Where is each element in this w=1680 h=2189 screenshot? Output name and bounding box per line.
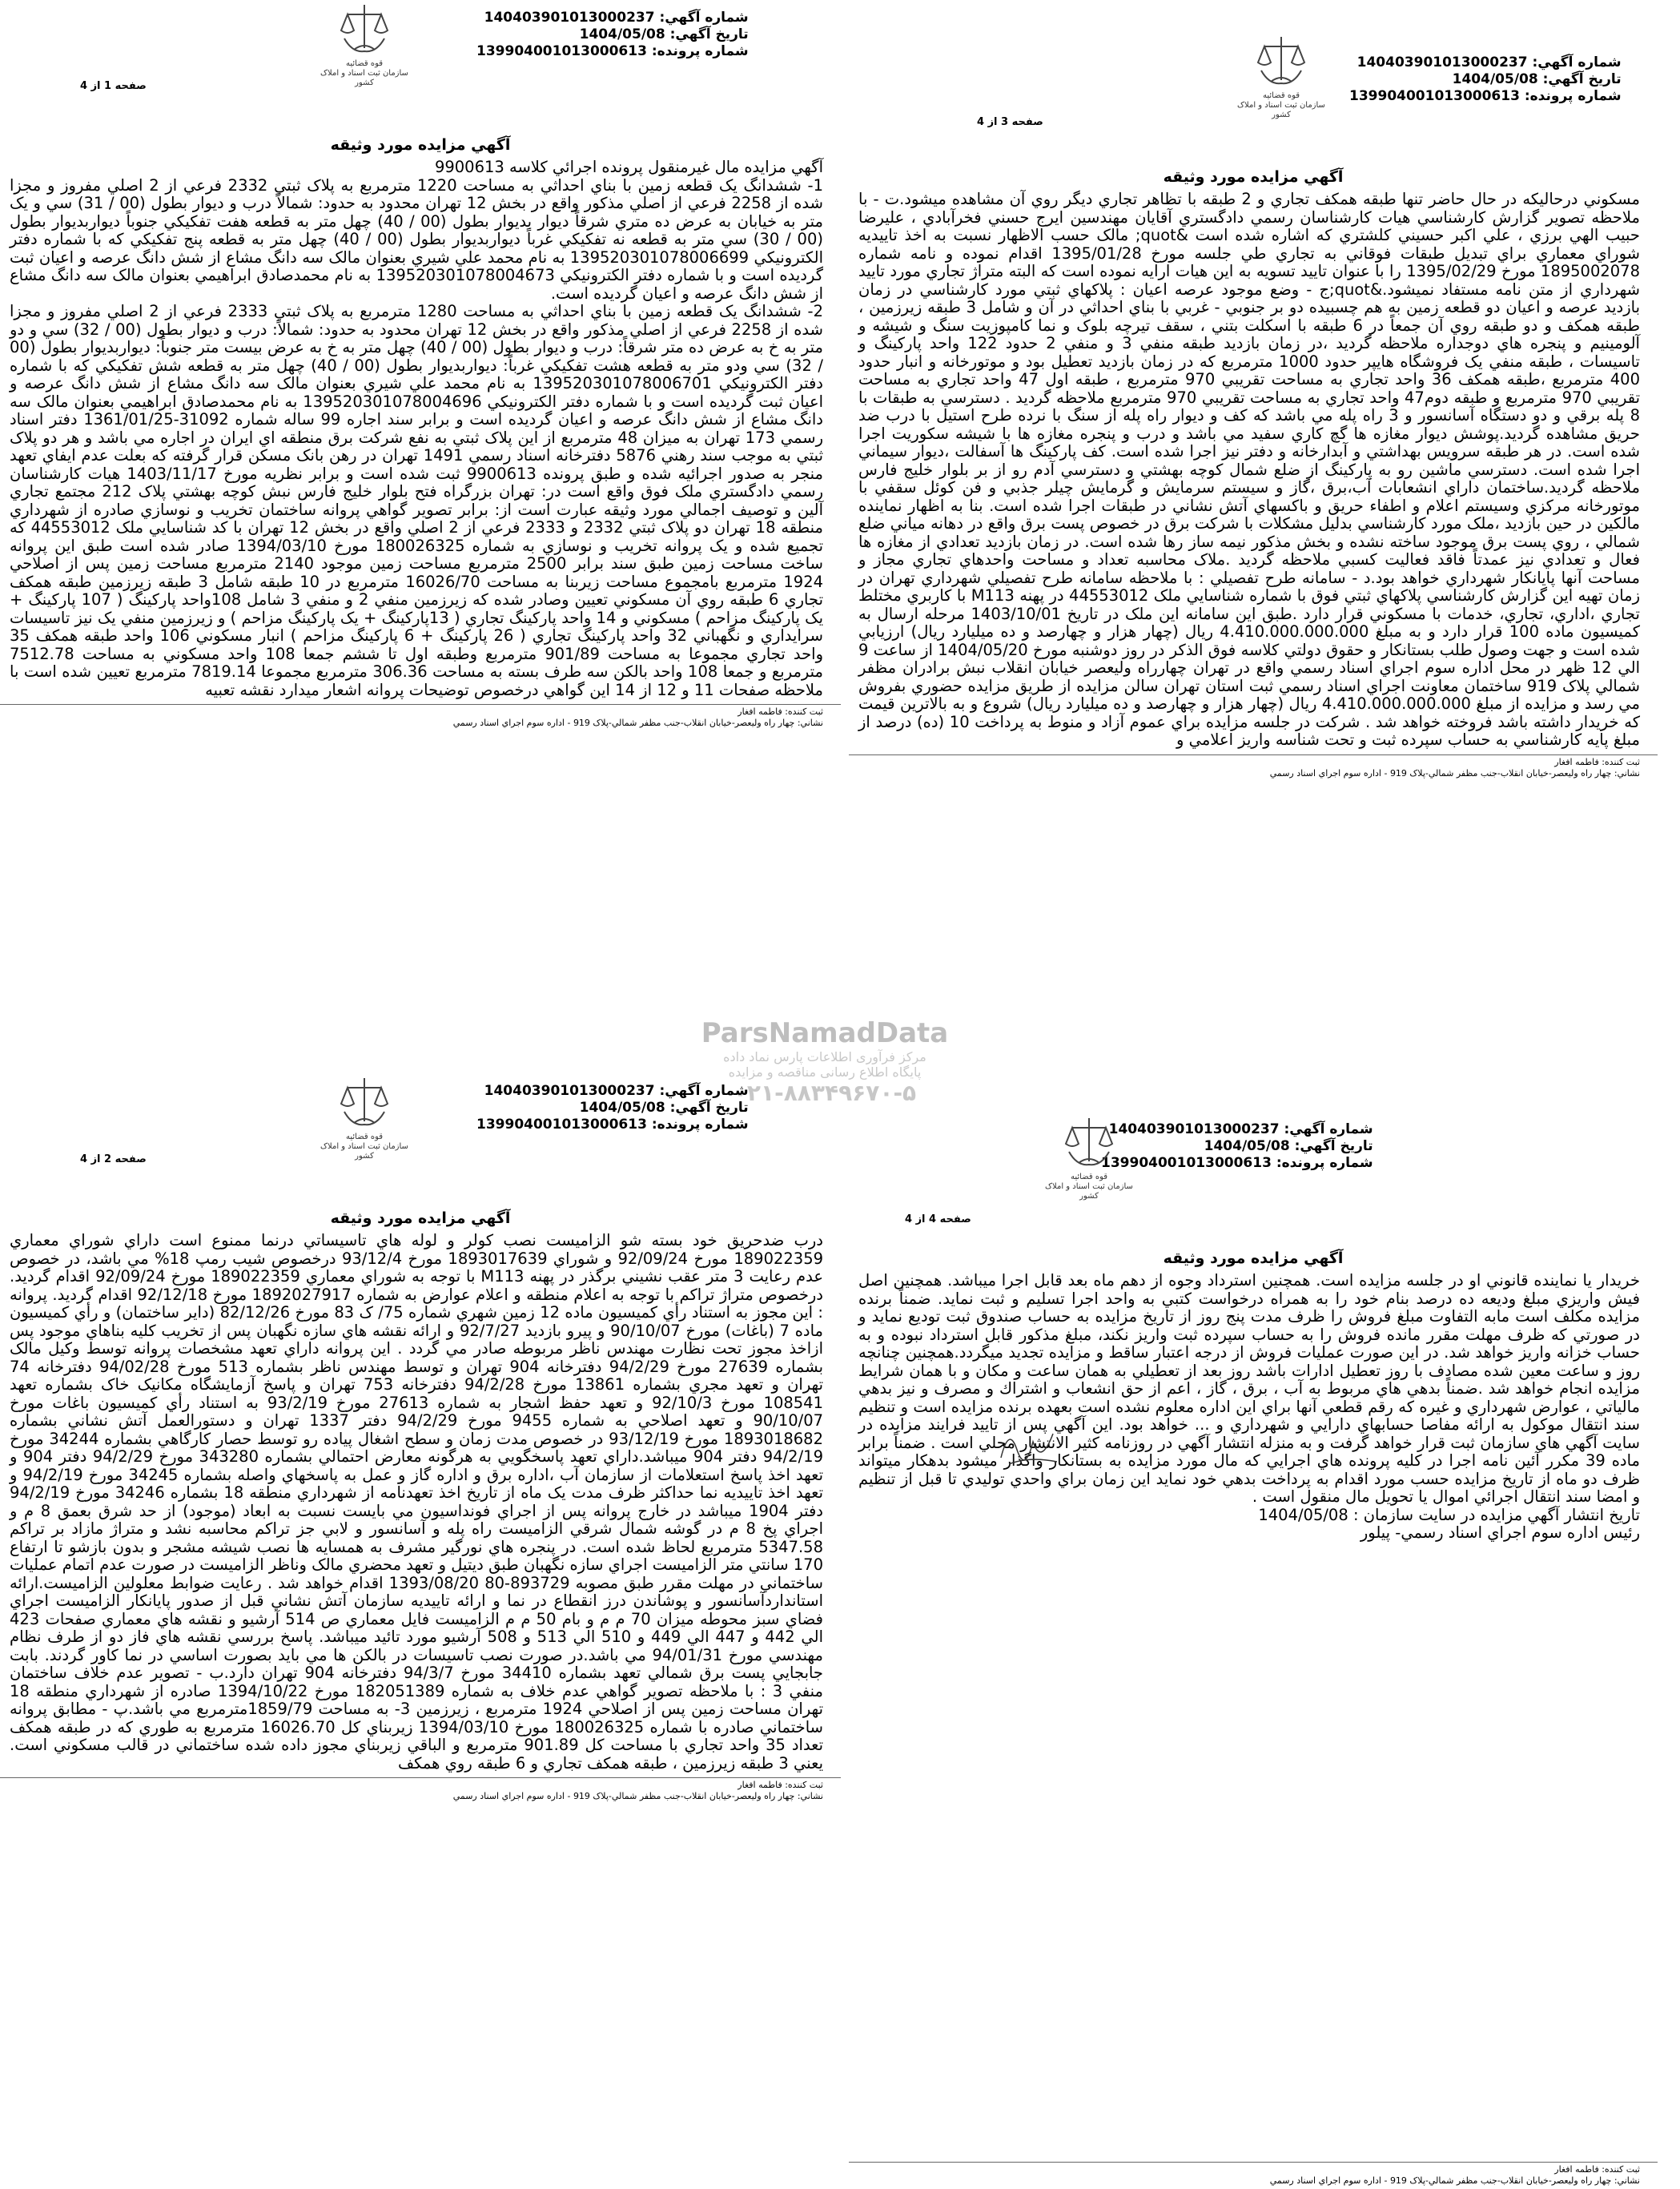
page-4 [849, 1113, 1658, 2187]
file-number: شماره پرونده: 139904001013000613 [1349, 88, 1622, 104]
page-label: صفحه 2 از 4 [80, 1153, 147, 1165]
emblem-top: قوه قضائيه [345, 1133, 384, 1141]
ad-number: شماره آگهي: 140403901013000237 [1108, 1121, 1373, 1137]
notice-title: آگهي مزايده مورد وثيقه [330, 1209, 511, 1227]
page-footer [849, 754, 1658, 779]
file-number: شماره پرونده: 139904001013000613 [476, 43, 749, 59]
paragraph: 1- ششدانگ يک قطعه زمين با بناي احداثي به مساحت 1220 مترمربع به پلاک ثبتي 2332 فرعي از 2 اصلي مفروز و مجزا شده از 2258 فرعي از اصلي مذکور واقع در بخش 12 تهران محدود به حدود: شمالاً درب و ديوار بطول (00 / 31) سي و يک متر به خيابان به عرض ده متري شرقاً ديوار بديوار بطول (00 / 40) چهل متر به قطعه هفت تفکيکي جنوباً ديواربديوار بطول (00 / 30) سي متر به قطعه نه تفکيکي غرباً ديواربديوار بطول (00 / 40) چهل متر به قطعه پنج تفکيکي که با شماره دفتر الکترونيکي 139520301078006699 به نام محمد علي شيري بعنوان مالک سه دانگ مشاع از شش دانگ عرصه و اعيان ثبت گرديده است و با شماره دفتر الکترونيکي 139520301078004673 به نام محمدصادق ابراهيمي بعنوان مالک سه دانگ مشاع از شش دانگ عرصه و اعيان گرديده است. [10, 175, 824, 303]
ad-number: شماره آگهي: 140403901013000237 [1356, 54, 1622, 70]
emblem-org: سازمان ثبت اسناد و املاک کشور [320, 1142, 408, 1161]
paragraph: 2- ششدانگ يک قطعه زمين با بناي احداثي به مساحت 1280 مترمربع به پلاک ثبتي 2333 فرعي از 2 اصلي مفروز و مجزا شده از 2258 فرعي از اصلي مذکور واقع در بخش 12 تهران محدود به حدود: شمالاً: درب و ديوار بطول (00 / 32) سي و دو متر به خ به عرض ده متر شرقاً: درب و ديوار بطول (00 / 40) چهل متر به خ به عرض بيست متر جنوباً: ديواربديوار بطول (00 / 32) سي ودو متر به قطعه هشت تفکيکي غرباً: ديواربديوار بطول (00 / 40) چهل متر به قطعه شش تفکيکي که با شماره دفتر الکترونيکي 139520301078006701 به نام محمد علي شيري بعنوان مالک سه دانگ مشاع از شش دانگ عرصه و اعيان ثبت گرديده است و با شماره دفتر الکترونيکي 139520301078004696 به نام محمدصادق ابراهيمي بعنوان مالک سه دانگ مشاع از شش دانگ عرصه و اعيان گرديده است و برابر سند اجاره 99 ساله شماره 31092-1361/01/25 دفتر اسناد رسمي 173 تهران به ميزان 48 مترمربع از اين پلاک ثبتي به نفع شرکت برق منطقه اي ايران در اجاره مي باشد و هر دو پلاک ثبتي به موجب سند رهني 5876 دفترخانه اسناد رسمي 1491 تهران در رهن بانک مسکن قرار گرفته كه بعلت عدم ايفاي تعهد منجر به صدور اجرائيه شده و طبق پرونده 9900613 ثبت شده است و برابر نظريه مورخ 1403/11/17 هيات كارشناسان رسمي دادگستري ملک فوق واقع است در: تهران بزرگراه فتح بلوار خليج فارس نبش کوچه بهشتي پلاک 212 مجتمع تجاري آلين و توصيف اجمالي مورد وثيقه عبارت است از: برابر تصوير گواهي پروانه ساختمان تخريب و نوسازي صادره از شهرداري منطقه 18 تهران دو پلاک ثبتي 2332 و 2333 فرعي از 2 اصلي واقع در بخش 12 تهران با کد شناسايي ملک 44553012 که تجميع شده و يک پروانه تخريب و نوسازي به شماره 180026325 مورخ 1394/03/10 صادر شده است طبق اين پروانه ساخت مساحت زمين طبق سند برابر 2500 مترمربع مساحت زمين موجود 2140 مترمربع مساحت زمين پس از اصلاحي 1924 مترمربع بامجموع مساحت زيربنا به مساحت 16026/70 مترمربع در 10 طبقه شامل 3 طبقه زيرزمين طبقه همکف تجاري 6 طبقه روي آن مسکوني تعيين وصادر شده که زيرزمين منفي 2 و منفي 3 شامل 108واحد پارکينگ ( 107 پارکينگ + يک پارکينگ مزاحم ) مسکوني و 14 واحد پارکينگ تجاري ( 13پارکينگ + يک پارکينگ مزاحم ) و زيرزمين منفي يک نيز تاسيسات سرايداري و نگهباني 32 واحد پارکينگ تجاري ( 26 پارکينگ + 6 پارکينگ مزاحم ) انبار مسکوني 106 واحد طبقه همکف 35 واحد تجاري مجموعا به مساحت 901/89 مترمربع وطبقه اول تا ششم جمعا 108 واحد مسکوني به مساحت 7512.78 مترمربع و جمعا 108 واحد بالکن سه طرف بسته به مساحت 306.36 مترمربع مجموعا 7819.14 مترمربع تعيين شده است با ملاحظه صفحات 11 و 12 از 14 اين گواهي درخصوص توضيحات پروانه اشعار ميدارد نقشه تعبيه [10, 302, 824, 699]
paragraph: آگهي مزايده مال غيرمنقول پرونده اجرائي كلاسه 9900613 [434, 158, 823, 176]
registrar: ثبت كننده: فاطمه افغار [738, 706, 823, 717]
ad-date: تاريخ آگهي: 1404/05/08 [1204, 1138, 1373, 1154]
page-3 [849, 32, 1658, 1065]
registrar: ثبت كننده: فاطمه افغار [1554, 756, 1640, 767]
page-header [0, 1073, 841, 1193]
judiciary-emblem-icon [316, 0, 412, 88]
registrar: ثبت كننده: فاطمه افغار [738, 1780, 823, 1790]
emblem-org: سازمان ثبت اسناد و املاک کشور [1237, 101, 1325, 119]
page-footer [849, 2162, 1658, 2187]
signatory-line: رئيس اداره سوم اجراي اسناد رسمي- پيلور [1360, 1523, 1640, 1542]
page-footer [0, 704, 841, 729]
ad-date: تاريخ آگهي: 1404/05/08 [579, 26, 749, 42]
emblem-org: سازمان ثبت اسناد و املاک کشور [320, 69, 408, 87]
page-label: صفحه 1 از 4 [80, 80, 147, 92]
watermark-line2: پایگاه اطلاع رسانی مناقصه و مزایده [728, 1064, 922, 1080]
watermark-line1: مرکز فرآوری اطلاعات پارس نماد داده [723, 1049, 926, 1064]
paragraph: خريدار يا نماينده قانوني او در جلسه مزايده است. همچنين استرداد وجوه از دهم ماه بعد قابل اجرا ميباشد. همچنين اصل فيش واريزي مبلغ وديعه ده درصد بنام خود را به همراه درخواست كتبي به واحد اجرا تسليم و ثبت نمايد. ضمناً برنده مزايده مكلف است مابه التفاوت مبلغ فروش را ظرف مدت پنج روز از تاريخ مزايده به حساب صندوق ثبت توديع نمايد و در صورتي كه ظرف مهلت مقرر مانده فروش را به حساب سپرده ثبت واريز نكند، مبلغ مذكور قابل استرداد نبوده و به حساب خزانه واريز خواهد شد. در اين صورت عمليات فروش از درجه اعتبار ساقط و مزايده تجديد ميگردد.همچنين چنانچه روز و ساعت معين شده مصادف با روز تعطيل ادارات باشد روز بعد از تعطيلي به همان ساعت و مكان و با همان شرايط مزايده انجام خواهد شد .ضمناً بدهي هاي مربوط به آب ، برق ، گاز ، اعم از حق انشعاب و اشتراك و مصرف و نيز بدهي مالياتي ، عوارض شهرداري و غيره كه رقم قطعي آنها براي اين اداره معلوم نشده است بعهده برنده مزايده است و تنظيم سند انتقال موكول به ارائه مفاصا حسابهاي دارايي و شهرداري و ... خواهد بود. اين آگهي پس از تاييد فرايند مزايده در سايت آگهي هاي سازمان ثبت قرار خواهد گرفت و به منزله انتشار آگهي در روزنامه كثير الانتشار محلي است . ضمناً برابر ماده 39 مكرر آئين نامه اجرا در كليه پرونده هاي اجرايي كه مال مورد مزايده به بستانكار واگذار ميشود بدهكار ميتواند ظرف دو ماه از تاريخ مزايده حسب مورد اقدام به پرداخت بدهي خود نمايد اين زمان براي واحدي توليدي تا قبل از تنظيم و امضا سند انتقال اجرائي اموال يا تحويل مال منقول است . [858, 1271, 1640, 1506]
ad-number: شماره آگهي: 140403901013000237 [484, 10, 749, 26]
notice-title: آگهي مزايده مورد وثيقه [1163, 168, 1344, 186]
judiciary-emblem-icon [316, 1073, 412, 1161]
ad-number: شماره آگهي: 140403901013000237 [484, 1083, 749, 1099]
emblem-top: قوه قضائيه [1070, 1173, 1108, 1181]
ad-date: تاريخ آگهي: 1404/05/08 [1452, 71, 1622, 87]
page-1 [0, 0, 841, 1033]
watermark-brand: ParsNamadData [701, 1017, 949, 1049]
file-number: شماره پرونده: 139904001013000613 [476, 1117, 749, 1133]
page-label: صفحه 3 از 4 [977, 116, 1043, 128]
notice-body [849, 191, 1658, 750]
signature-icon [993, 1418, 1065, 1474]
office-address: نشاني: چهار راه وليعصر-خيابان انقلاب-جنب مظفر شمالي-پلاک 919 - اداره سوم اجراي اسناد رسمي [452, 718, 823, 728]
office-address: نشاني: چهار راه وليعصر-خيابان انقلاب-جنب مظفر شمالي-پلاک 919 - اداره سوم اجراي اسناد رسمي [452, 1791, 823, 1801]
publish-date-line: تاريخ انتشار آگهي مزايده در سايت سازمان : 1404/05/08 [1258, 1505, 1640, 1524]
office-address: نشاني: چهار راه وليعصر-خيابان انقلاب-جنب مظفر شمالي-پلاک 919 - اداره سوم اجراي اسناد رسمي [1269, 767, 1640, 779]
paragraph: درب ضدحريق خود بسته شو الزاميست نصب کولر و لوله هاي تاسيساتي درنما ممنوع است داراي شوراي معماري 189022359 مورخ 92/09/24 و شوراي 1893017639 مورخ 93/12/4 درخصوص شيب رمپ 18% مي باشد، در خصوص عدم رعايت 3 متر عقب نشيني برگذر در پهنه M113 با توجه به شوراي معماري 189022359 مورخ 92/09/24 اقدام گرديد. درخصوص متراژ تراکم با توجه به اعلام منطقه و اعلام عوارض به شماره 1892027917 مورخ 92/12/18 اقدام گرديد. پروانه : اين مجوز به استناد رأي كميسيون ماده 12 زمين شهري شماره 75/ ک 83 مورخ 82/12/26 (داير ساختمان) و رأي كميسيون ماده 7 (باغات) مورخ 90/10/07 و پيرو بازديد 92/7/27 و ارائه نقشه هاي سازه نگهبان پس از تخريب کليه بناهاي موجود پس ازاخذ مجوز تحت نظارت مهندس ناظر مربوطه صادر مي گردد . اين پروانه داراي تعهد مشخصات پروانه توسط وکيل مالک بشماره 27639 مورخ 94/2/29 دفترخانه 904 تهران و توسط مهندس ناظر بشماره 513 مورخ 94/02/28 دفترخانه 74 تهران و تعهد مجري بشماره 13861 مورخ 94/2/28 دفترخانه 753 تهران و پاسخ آزمايشگاه مکانيک خاک بشماره تعهد 108541 مورخ 92/10/3 و تعهد حفظ اشجار به شماره 27613 مورخ 93/2/19 به استناد رأي كميسيون باغات مورخ 90/10/07 و تعهد اصلاحي به شماره 9455 مورخ 94/2/29 دفتر 1337 تهران و دستورالعمل آتش نشاني بشماره 1893018682 مورخ 93/12/19 در خصوص مدت زمان و سطح اشغال پياده رو توسط حصار کارگاهي بشماره 34244 مورخ 94/2/19 دفتر 904 ميباشد.داراي تعهد پاسخگويي به هرگونه معارض احتمالي بشماره 343280 مورخ 94/2/29 دفتر 904 و تعهد اخذ پاسخ استعلامات از سازمان آب ،اداره برق و اداره گاز و عمل به پاسخهاي واصله بشماره 34245 مورخ 94/2/19 و تعهد اخذ تاييديه نما حداکثر ظرف مدت يک ماه از تاريخ اخذ تعهدنامه از شهرداري منطقه 18 بشماره 34246 مورخ 94/2/19 دفتر 1904 ميباشد در خارج پروانه پس از اجراي فونداسيون مي بايست نسبت به ابعاد (موجود) از حد شرق بعمق 8 م و اجراي پخ 8 م در گوشه شمال شرقي الزاميست راه پله و آسانسور و لابي جز تراکم محاسبه نشد و متراژ مازاد بر تراکم 5347.58 مترمربع لحاظ شده است. در پنجره هاي نورگير مشرف به همسايه ها نصب شيشه مشجر و بدون بازشو تا ارتفاع 170 سانتي متر الزاميست اجراي سازه نگهبان طبق ديتيل و تعهد محضري مالک وناظر الزاميست در صورت عدم اتمام عمليات ساختماني در مهلت مقرر طبق مصوبه 893729-80 1393/08/20 اقدام خواهد شد . رعايت ضوابط معلولين الزاميست.ارائه استانداردآسانسور و پوشاندن درز انقطاع در نما و ارائه تاييديه سازمان آتش نشاني قبل از صدور پايانکار الزاميست اجراي فضاي سبز محوطه ميزان 70 م م و بام 50 م م الزاميست فايل معماري ص 514 آرشيو و نقشه هاي معماري صفحات 423 الي 442 و 447 الي 449 و 510 الي 513 و 508 آرشيو مورد تائيد ميباشد. پاسخ بررسي نقشه هاي فاز دو از طرف نظام مهندسي مورخ 94/01/31 مي باشد.در صورت نصب تاسيسات در بالکن ها مي بايد بصورت اساسي در نما کاور گردند. بابت جابجايي پست برق شمالي تعهد بشماره 34410 مورخ 94/3/7 دفترخانه 904 تهران دارد.ب - تصوير عدم خلاف ساختمان منفي 3 : با ملاحظه تصوير گواهي عدم خلاف به شماره 182051389 مورخ 1394/10/22 صادره از شهرداري منطقه 18 تهران مساحت زمين پس از اصلاحي 1924 مترمربع ، زيرزمين 3- به مساحت 1859/79مترمربع مي باشد.پ - مطابق پروانه ساختماني صادره با شماره 180026325 مورخ 1394/03/10 زيربناي کل 16026.70 مترمربع به طوري كه در طبقه همکف تعداد 35 واحد تجاري با مساحت کل 901.89 مترمربع و الباقي زيربناي مجوز داده شده ساختماني در قالب مسکوني است. يعني 3 طبقه زيرزمين ، طبقه همکف تجاري و 6 طبقه روي همکف [10, 1231, 824, 1773]
page-label: صفحه 4 از 4 [905, 1213, 971, 1225]
registrar: ثبت كننده: فاطمه افغار [1554, 2164, 1640, 2175]
notice-title: آگهي مزايده مورد وثيقه [330, 136, 511, 154]
emblem-top: قوه قضائيه [345, 59, 384, 68]
file-number: شماره پرونده: 139904001013000613 [1101, 1155, 1373, 1171]
watermark-phone: ۰۲۱-۸۸۳۴۹۶۷۰-۵ [733, 1080, 917, 1106]
ad-date: تاريخ آگهي: 1404/05/08 [579, 1100, 749, 1116]
notice-body [849, 1272, 1658, 1543]
emblem-top: قوه قضائيه [1262, 91, 1300, 100]
notice-body [0, 1232, 841, 1773]
judiciary-emblem-icon [1233, 32, 1329, 120]
notice-body [0, 159, 841, 699]
page-2 [0, 1073, 841, 2187]
ad-meta [476, 1083, 749, 1133]
page-header [0, 0, 841, 120]
page-footer [0, 1777, 841, 1802]
page-header [849, 1113, 1658, 1233]
emblem-org: سازمان ثبت اسناد و املاک کشور [1045, 1182, 1133, 1201]
ad-meta [476, 10, 749, 60]
office-address: نشاني: چهار راه وليعصر-خيابان انقلاب-جنب مظفر شمالي-پلاک 919 - اداره سوم اجراي اسناد رسمي [1269, 2175, 1640, 2186]
paragraph: مسکوني درحاليکه در حال حاضر تنها طبقه همکف تجاري و 2 طبقه با تظاهر تجاري ديگر روي آن مشاهده ميشود.ت - با ملاحظه تصوير گزارش كارشناسي هيات كارشناسان رسمي دادگستري آقايان مهندسين ايرج حسني فخرآبادي ، عليرضا حبيب الهي برزي ، علي اكبر حسيني كلشتري كه اشاره شده است &quot; مالک حسب الاظهار نسبت به اخذ تاييديه شوراي معماري براي تبديل طبقات فوقاني به تجاري طي جلسه مورخ 1395/01/28 اقدام نموده و نامه شماره 1895002078 مورخ 1395/02/29 را با عنوان تاييد تسويه به اين هيات ارايه نموده است كه البته متراژ تجاري مورد تاييد شهرداري از متن نامه مستفاد نميشود.&quot;ج - وضع موجود عرصه اعيان : پلاکهاي ثبتي مورد كارشناسي در زمان بازديد عرصه و اعيان دو قطعه زمين به هم چسبيده دو بر جنوبي - غربي با بناي احداثي در آن و شامل 3 طبقه زيرزمين ، طبقه همکف و دو طبقه روي آن جمعاً در 6 طبقه با اسکلت بتني ، سقف تيرچه بلوک و نما کامپوزيت سنگ و شيشه و آلومينيم و پنجره هاي دوجداره ملاحظه گرديد ،در زمان بازديد طبقه منفي 3 و منفي 2 حدود 122 واحد پارکينگ و تاسيسات ، طبقه منفي يک فروشگاه هايپر حدود 1000 مترمربع که در زمان بازديد تعطيل بود و موتورخانه و انبار حدود 400 مترمربع ،طبقه همکف 36 واحد تجاري به مساحت تقريبي 970 مترمربع ، طبقه اول 47 واحد تجاري به مساحت تقريبي 970 مترمربع و طبقه دوم47 واحد تجاري به مساحت تقريبي 970 مترمربع ملاحظه گرديد . دسترسي به طبقات با 8 پله برقي و دو دستگاه آسانسور و 3 راه پله مي باشد که کف و ديوار راه پله از سنگ با نرده طرح استيل با درب ضد حريق مشاهده گرديد.پوشش ديوار مغازه ها گچ کاري سفيد مي باشد و درب و پنجره مغازه ها با شيشه سکوريت اجرا شده است. در هر طبقه سرويس بهداشتي و آبدارخانه و دفتر نيز اجرا شده است. کف پارکينگ ها آسفالت ،ديوار سيماني اجرا شده است. دسترسي ماشين رو به پارکينگ از ضلع شمال کوچه بهشتي و دسترسي آدم رو از بر بلوار خليج فارس ملاحظه گرديد.ساختمان داراي انشعابات آب،برق ،گاز و سيستم سرمايش و گرمايش چيلر جذبي و فن کوئل سقفي با موتورخانه مرکزي وسيستم اعلام و اطفاء حريق و باکسهاي آتش نشاني در طبقات اجرا شده است. بنا به اظهار نماينده مالکين در حين بازديد ،ملک مورد کارشناسي بدليل مشکلات با شرکت برق در خصوص پست برق واقع در دهانه مياني ضلع شمالي ، روي پست برق موجود ساخته نشده و بخش مذکور نيمه ساز رها شده است. در زمان بازديد تعدادي از مغازه ها فعال و تعدادي نيز عمدتاً فاقد فعاليت كسبي ملاحظه گرديد .ملاک محاسبه تعداد و مساحت واحدهاي تجاري مجاز و مساحت آنها پايانکار شهرداري خواهد بود.د - سامانه طرح تفصيلي : با ملاحظه سامانه طرح تفصيلي شهرداري تهران در زمان تهيه اين گزارش كارشناسي پلاکهاي ثبتي فوق با شماره شناسايي ملک 44553012 در پهنه M113 با کاربري مختلط تجاري ،اداري، تجاري، خدمات با مسکوني قرار دارد .طبق اين سامانه اين ملک در تاريخ 1403/10/01 مرحله ارسال به کميسيون ماده 100 قرار دارد و به مبلغ 4.410.000.000.000 ريال (چهار هزار و چهارصد و ده ميليارد ريال) ارزيابي شده است و جهت وصول طلب بستانکار و حقوق دولتي كلاسه فوق الذكر در روز دوشنبه مورخ 1404/05/20 از ساعت 9 الي 12 ظهر در محل اداره سوم اجراي اسناد رسمي واقع در تهران چهارراه وليعصر خيابان انقلاب نبش برادران مظفر شمالي پلاک 919 ساختمان معاونت اجراي اسناد رسمي ثبت استان تهران سالن مزايده از طريق مزايده حضوري بفروش مي رسد و مزايده از مبلغ 4.410.000.000.000 ريال (چهار هزار و چهارصد و ده ميليارد ريال) شروع و به بالاترين قيمت كه خريدار داشته باشد فروخته خواهد شد . شركت در جلسه مزايده براي عموم آزاد و منوط به پرداخت 10 (ده) درصد از مبلغ پايه كارشناسي به حساب سپرده ثبت و تحت شناسه واريز اعلامي و [858, 190, 1641, 749]
page-header [849, 32, 1658, 152]
ad-meta [1101, 1121, 1373, 1172]
notice-title: آگهي مزايده مورد وثيقه [1163, 1249, 1344, 1267]
judiciary-emblem-icon [1041, 1113, 1137, 1201]
ad-meta [1349, 54, 1622, 105]
